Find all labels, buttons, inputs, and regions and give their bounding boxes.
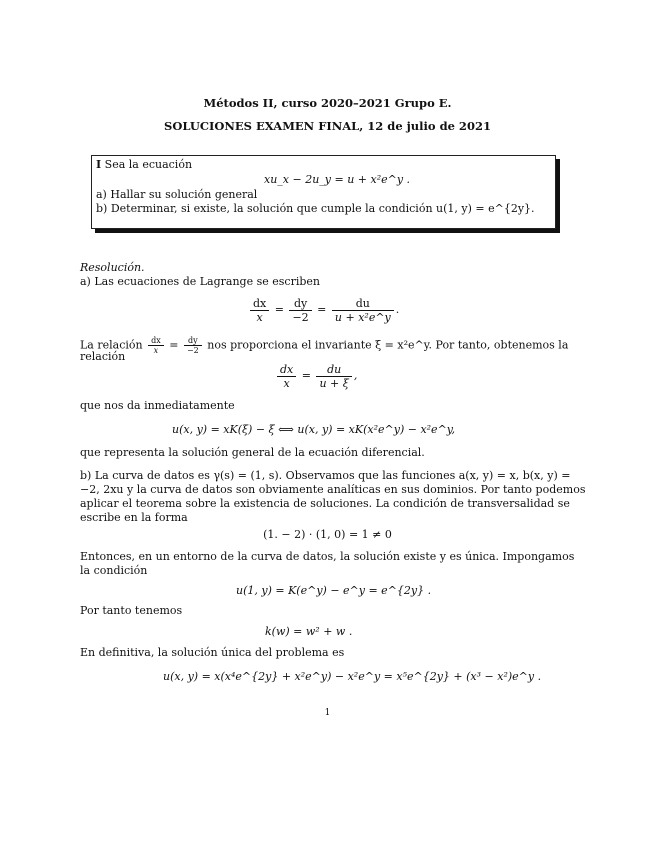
solution-a-intro: a) Las ecuaciones de Lagrange se escriben: [80, 275, 320, 288]
gives-text: que nos da inmediatamente: [80, 399, 235, 412]
part-b-line-2: −2, 2xu y la curva de datos son obviamente analíticas en sus dominios. Por tanto podemos: [80, 483, 586, 496]
problem-intro-line: [96, 158, 192, 172]
problem-equation: xu_x − 2u_y = u + x²e^y .: [264, 173, 411, 186]
relation-line: La relación $\frac{dx}{x}$ = $\frac{dy}{-2}$ nos proporciona el invariante ξ = x²e^y. Por tanto, obtenemos la: [80, 336, 569, 355]
fraction: $\frac{dx}{x}$: [277, 363, 296, 390]
fraction: $\frac{dy}{-2}$: [289, 297, 311, 324]
relation-text-end: relación: [80, 350, 126, 363]
fraction: $\frac{dx}{x}$: [250, 297, 269, 324]
problem-intro: Sea la ecuación: [104, 158, 193, 171]
relation-text: La relación: [80, 338, 143, 352]
part-b-line-4: escribe en la forma: [80, 511, 188, 524]
problem-box: [91, 155, 556, 229]
solution-heading: Resolución.: [80, 261, 145, 274]
fraction-small: $\frac{dy}{-2}$: [184, 336, 202, 355]
relation-text-cont: nos proporciona el invariante ξ = x²e^y. Por tanto, obtenemos la: [207, 338, 569, 352]
page-number: 1: [324, 708, 331, 718]
part-b-line-1: b) La curva de datos es γ(s) = (1, s). Observamos que las funciones a(x, y) = x, b(x, y) =: [80, 469, 571, 482]
general-solution-equation: u(x, y) = xK(ξ) − ξ ⟺ u(x, y) = xK(x²e^y) − x²e^y,: [172, 423, 456, 436]
fraction-small: $\frac{dx}{x}$: [148, 336, 164, 355]
transversality-equation: (1. − 2) · (1, 0) = 1 ≠ 0: [263, 528, 392, 541]
relation-equation: $\frac{dx}{x}$ = $\frac{du}{u + \xi}$ ,: [275, 362, 357, 390]
condition-equation: u(1, y) = K(e^y) − e^y = e^{2y} .: [236, 584, 432, 597]
problem-number: I: [96, 158, 102, 171]
then-text-1: Entonces, en un entorno de la curva de datos, la solución existe y es única. Impongamos: [80, 550, 575, 563]
document-title: Métodos II, curso 2020–2021 Grupo E.: [203, 96, 452, 110]
then-text-2: la condición: [80, 564, 148, 577]
part-b-line-3: aplicar el teorema sobre la existencia de soluciones. La condición de transversalidad se: [80, 497, 570, 510]
document-subtitle: SOLUCIONES EXAMEN FINAL, 12 de julio de 2021: [164, 119, 491, 133]
problem-part-a: a) Hallar su solución general: [96, 188, 258, 201]
fraction: $\frac{du}{u + \xi}$: [316, 363, 351, 390]
represents-text: que representa la solución general de la ecuación diferencial.: [80, 446, 425, 459]
k-equation: k(w) = w² + w .: [265, 625, 353, 638]
therefore-text: Por tanto tenemos: [80, 604, 183, 617]
definitive-text: En definitiva, la solución única del problema es: [80, 646, 345, 659]
problem-part-b: b) Determinar, si existe, la solución que cumple la condición u(1, y) = e^{2y}.: [96, 202, 535, 215]
lagrange-equations: $\frac{dx}{x}$ = $\frac{dy}{-2}$ = $\frac{du}{\text{u + x²e\textasciicircum{}y}}$ .: [248, 296, 399, 324]
final-solution-equation: u(x, y) = x(x⁴e^{2y} + x²e^y) − x²e^y = x⁵e^{2y} + (x³ − x²)e^y .: [163, 670, 542, 683]
fraction: $\frac{du}{\text{u + x²e\textasciicircum{}y}}$: [332, 297, 394, 324]
